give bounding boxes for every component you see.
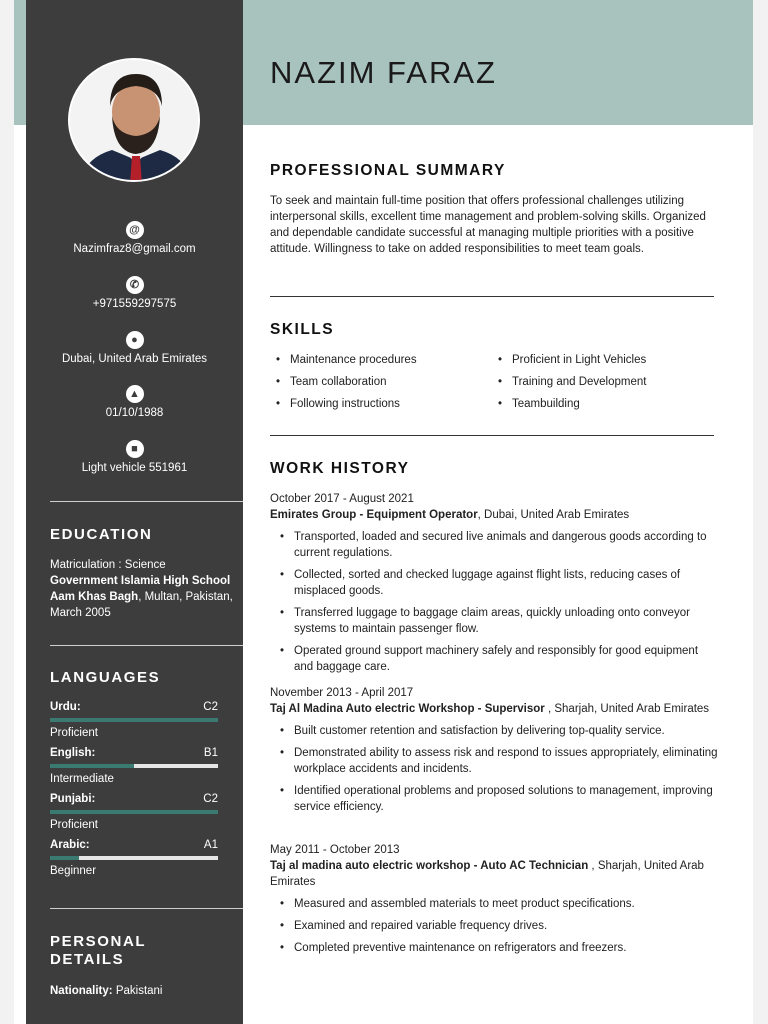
language-level-bar	[50, 718, 218, 722]
license-text: Light vehicle 551961	[81, 462, 188, 474]
skills-list-left	[270, 349, 490, 415]
nationality-line	[50, 983, 235, 999]
language-name: English:	[50, 747, 96, 759]
language-name: Punjabi:	[50, 793, 96, 805]
summary-text: To seek and maintain full-time position that offers professional challenges utilizing interpersonal skills, excellent time management and problem-solving skills. Organized and dependable candidate successful at managing multiple priorities with a positive attitude. Willingness to take on added responsibilities to meet team goals.	[270, 195, 706, 255]
phone-text: +971559297575	[92, 298, 177, 310]
contact-dob	[26, 385, 243, 419]
job-dates: May 2011 - October 2013	[270, 844, 400, 856]
language-urdu	[50, 701, 218, 739]
skills-list-right	[492, 349, 712, 415]
work-history-heading: WORK HISTORY	[270, 460, 410, 477]
education-entry	[50, 557, 235, 621]
language-punjabi	[50, 793, 218, 831]
skill-item: • Following instructions	[270, 393, 490, 415]
sidebar-divider	[50, 645, 243, 646]
sidebar-divider	[50, 501, 243, 502]
skill-item: • Proficient in Light Vehicles	[492, 349, 712, 371]
section-divider	[270, 296, 714, 297]
job-employer-role: Taj al madina auto electric workshop - Auto AC Technician	[270, 860, 589, 872]
job-duties	[270, 723, 720, 815]
personal-details-heading: PERSONAL DETAILS	[50, 933, 146, 968]
dob-text: 01/10/1988	[105, 407, 164, 419]
language-english	[50, 747, 218, 785]
job-duty: • Examined and repaired variable frequency drives.	[270, 918, 720, 934]
job-dates: October 2017 - August 2021	[270, 493, 414, 505]
nationality-value: Pakistani	[115, 985, 163, 997]
language-level: Beginner	[50, 865, 97, 877]
language-level: Intermediate	[50, 773, 114, 785]
email-text: Nazimfraz8@gmail.com	[73, 243, 196, 255]
job-duty: • Collected, sorted and checked luggage against flight lists, reducing cases of misplaced goods.	[270, 567, 720, 599]
language-name: Arabic:	[50, 839, 90, 851]
contact-phone	[26, 276, 243, 310]
language-level-bar	[50, 810, 218, 814]
education-degree: Matriculation : Science	[50, 559, 166, 571]
language-level-fill	[50, 764, 134, 768]
job-duty: • Measured and assembled materials to meet product specifications.	[270, 896, 720, 912]
profile-photo	[68, 58, 200, 182]
language-arabic	[50, 839, 218, 877]
job-dates: November 2013 - April 2017	[270, 687, 414, 699]
job-entry	[270, 685, 720, 821]
language-code: B1	[203, 747, 218, 759]
job-entry	[270, 842, 720, 962]
language-level-bar	[50, 764, 218, 768]
language-level-bar	[50, 856, 218, 860]
job-place: , Sharjah, United Arab Emirates	[270, 860, 704, 888]
job-place: , Sharjah, United Arab Emirates	[544, 703, 710, 715]
job-duty: • Demonstrated ability to assess risk and respond to issues appropriately, eliminating workplace accidents and incidents.	[270, 745, 720, 777]
contact-location	[26, 331, 243, 365]
skill-item: • Training and Development	[492, 371, 712, 393]
job-place: , Dubai, United Arab Emirates	[477, 509, 630, 521]
nationality-label: Nationality:	[50, 985, 113, 997]
language-code: C2	[203, 793, 218, 805]
summary-heading: PROFESSIONAL SUMMARY	[270, 162, 506, 179]
job-title-line	[270, 703, 709, 715]
candidate-name: NAZIM FARAZ	[270, 55, 497, 90]
car-icon: ■	[126, 440, 144, 458]
language-name: Urdu:	[50, 701, 81, 713]
job-employer-role: Emirates Group - Equipment Operator	[270, 509, 478, 521]
skill-item: • Team collaboration	[270, 371, 490, 393]
skill-item: • Maintenance procedures	[270, 349, 490, 371]
sidebar-divider	[50, 908, 243, 909]
job-duty: • Operated ground support machinery safely and responsibly for good equipment and baggage care.	[270, 643, 720, 675]
education-heading: EDUCATION	[50, 526, 153, 543]
job-duty: • Built customer retention and satisfaction by delivering top-quality service.	[270, 723, 720, 739]
job-title-line	[270, 860, 704, 888]
job-duties	[270, 896, 720, 956]
location-text: Dubai, United Arab Emirates	[61, 353, 208, 365]
section-divider	[270, 435, 714, 436]
skill-item: • Teambuilding	[492, 393, 712, 415]
education-school: Government Islamia High School Aam Khas Bagh	[50, 575, 231, 603]
email-icon: @	[126, 221, 144, 239]
languages-heading: LANGUAGES	[50, 669, 161, 686]
contact-email	[26, 221, 243, 255]
job-duty: • Completed preventive maintenance on refrigerators and freezers.	[270, 940, 720, 956]
skills-heading: SKILLS	[270, 321, 335, 338]
language-code: A1	[203, 839, 218, 851]
language-code: C2	[203, 701, 218, 713]
language-level: Proficient	[50, 727, 98, 739]
language-level-fill	[50, 810, 218, 814]
job-title-line	[270, 509, 629, 521]
language-level-fill	[50, 856, 79, 860]
job-duty: • Transferred luggage to baggage claim areas, quickly unloading onto conveyor systems to maintain passenger flow.	[270, 605, 720, 637]
education-details: , Multan, Pakistan, March 2005	[50, 591, 233, 619]
job-entry	[270, 491, 720, 681]
birthday-icon: ▲	[126, 385, 144, 403]
job-duty: • Transported, loaded and secured live animals and dangerous goods according to current regulations.	[270, 529, 720, 561]
job-duties	[270, 529, 720, 675]
language-level-fill	[50, 718, 218, 722]
job-duty: • Identified operational problems and proposed solutions to management, improving service efficiency.	[270, 783, 720, 815]
job-employer-role: Taj Al Madina Auto electric Workshop - Supervisor	[270, 703, 545, 715]
contact-license	[26, 440, 243, 474]
location-pin-icon: ●	[126, 331, 144, 349]
phone-icon: ✆	[126, 276, 144, 294]
language-level: Proficient	[50, 819, 98, 831]
